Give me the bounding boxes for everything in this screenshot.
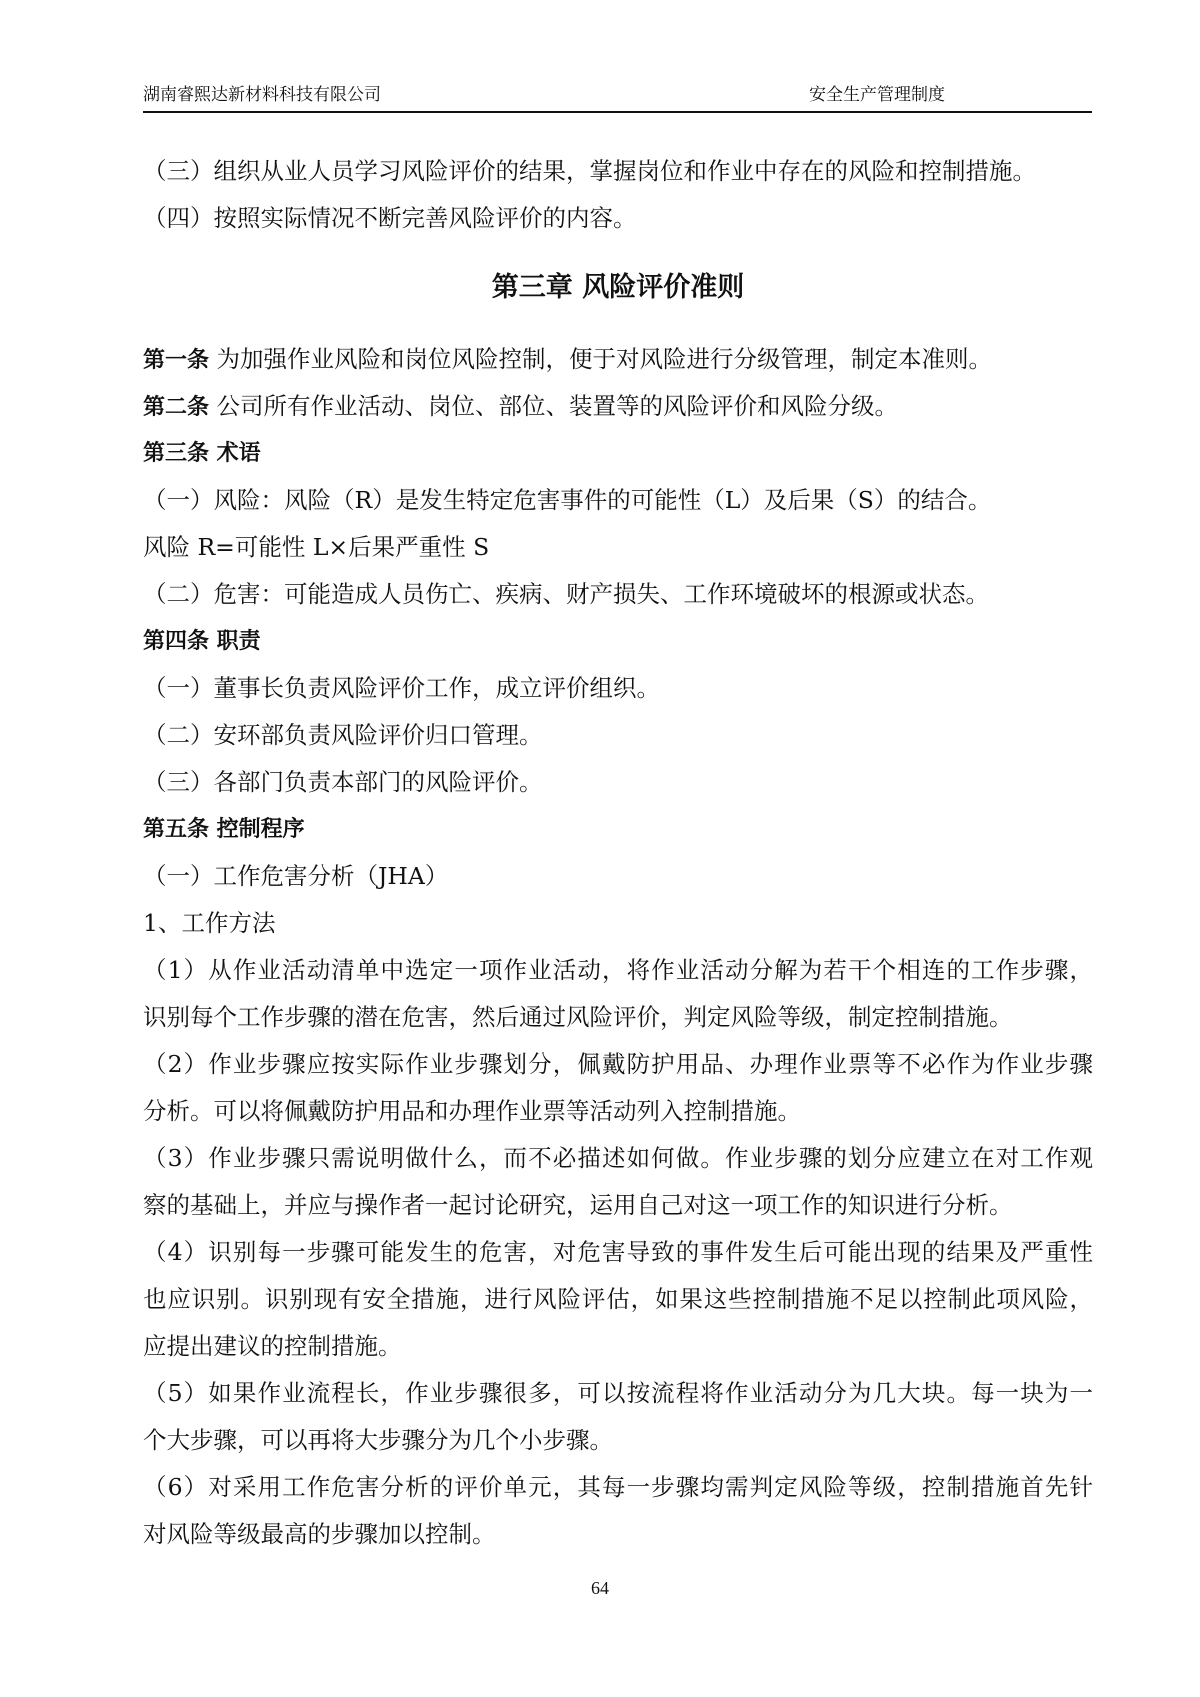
article-2 [143,383,1093,430]
paragraph: 1、工作方法 [143,909,276,937]
item-line: （4）识别每一步骤可能发生的危害，对危害导致的事件发生后可能出现的结果及严重性 [143,1238,1093,1266]
paragraph: （一）工作危害分析（JHA） [143,862,449,890]
item-line: 识别每个工作步骤的潜在危害，然后通过风险评价，判定风险等级，制定控制措施。 [143,1003,1013,1031]
item-line: （3）作业步骤只需说明做什么，而不必描述如何做。作业步骤的划分应建立在对工作观 [143,1144,1093,1172]
chapter-title: 第三章 风险评价准则 [491,272,745,303]
article-text: 为加强作业风险和岗位风险控制，便于对风险进行分级管理，制定本准则。 [216,345,992,373]
article-heading: 第五条 控制程序 [143,817,305,842]
item-line: 分析。可以将佩戴防护用品和办理作业票等活动列入控制措施。 [143,1097,801,1125]
article-text: 公司所有作业活动、岗位、部位、装置等的风险评价和风险分级。 [216,392,898,420]
header-company: 湖南睿熙达新材料科技有限公司 [143,85,381,105]
paragraph: （三）各部门负责本部门的风险评价。 [143,768,543,796]
item-line: 察的基础上，并应与操作者一起讨论研究，运用自己对这一项工作的知识进行分析。 [143,1191,1013,1219]
item-line: 个大步骤，可以再将大步骤分为几个小步骤。 [143,1426,613,1454]
item-line: 也应识别。识别现有安全措施，进行风险评估，如果这些控制措施不足以控制此项风险， [143,1285,1093,1313]
page-number: 64 [591,1578,609,1598]
page-header [143,84,1092,110]
article-label: 第一条 [143,348,210,373]
item-line: （2）作业步骤应按实际作业步骤划分，佩戴防护用品、办理作业票等不必作为作业步骤 [143,1050,1093,1078]
header-doc-title: 安全生产管理制度 [809,85,945,105]
document-body [143,148,1093,1558]
item-line: 对风险等级最高的步骤加以控制。 [143,1520,496,1548]
paragraph: （一）风险：风险（R）是发生特定危害事件的可能性（L）及后果（S）的结合。 [143,486,992,514]
paragraph: （二）安环部负责风险评价归口管理。 [143,721,543,749]
article-1 [143,336,1093,383]
item-line: （1）从作业活动清单中选定一项作业活动，将作业活动分解为若干个相连的工作步骤， [143,956,1093,984]
paragraph: （三）组织从业人员学习风险评价的结果，掌握岗位和作业中存在的风险和控制措施。 [143,157,1036,185]
paragraph: （二）危害：可能造成人员伤亡、疾病、财产损失、工作环境破坏的根源或状态。 [143,580,989,608]
paragraph: 风险 R=可能性 L×后果严重性 S [143,533,490,561]
article-heading: 第四条 职责 [143,629,261,654]
article-heading: 第三条 术语 [143,441,261,466]
paragraph: （一）董事长负责风险评价工作，成立评价组织。 [143,674,660,702]
header-rule [143,111,1092,113]
paragraph: （四）按照实际情况不断完善风险评价的内容。 [143,204,637,232]
item-line: 应提出建议的控制措施。 [143,1332,402,1360]
article-label: 第二条 [143,395,210,420]
item-line: （6）对采用工作危害分析的评价单元，其每一步骤均需判定风险等级，控制措施首先针 [143,1473,1093,1501]
item-line: （5）如果作业流程长，作业步骤很多，可以按流程将作业活动分为几大块。每一块为一 [143,1379,1093,1407]
